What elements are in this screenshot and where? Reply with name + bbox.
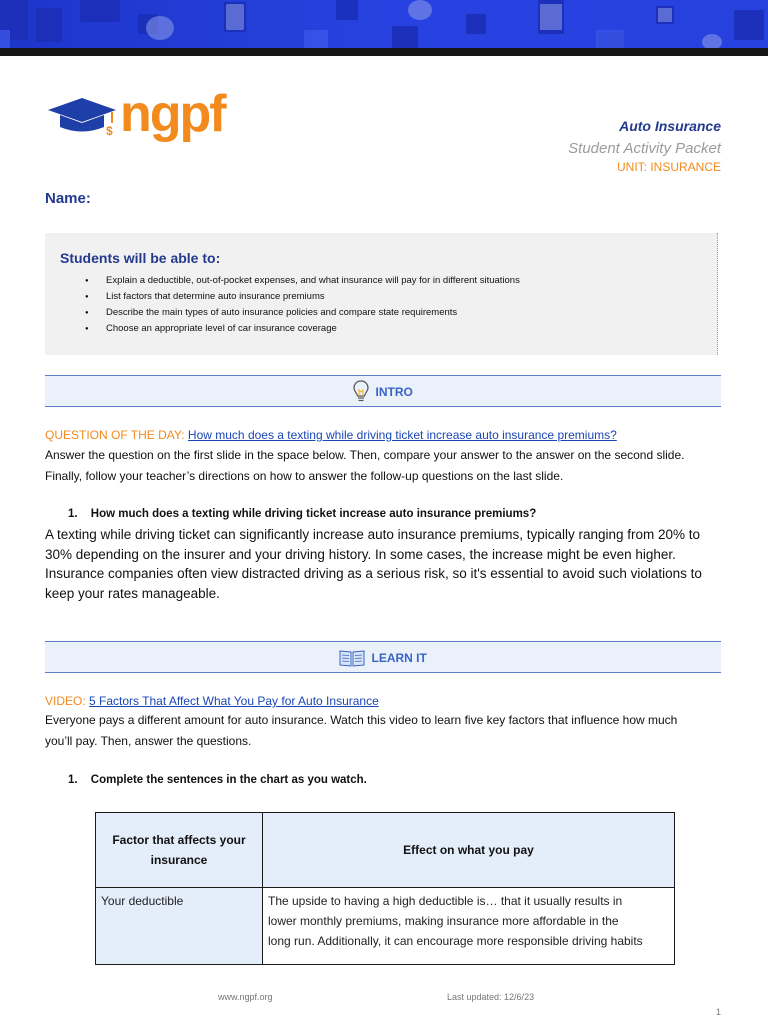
- header-line: Factor that affects your: [112, 833, 246, 847]
- table-cell-effect[interactable]: [263, 888, 675, 965]
- intro-instructions-1: Answer the question on the first slide in the space below. Then, compare your answer to the answer on the second slide.: [45, 448, 685, 462]
- brand-wordmark: ngpf: [120, 85, 225, 143]
- header-banner: [0, 0, 768, 48]
- list-item: ● Explain a deductible, out-of-pocket expenses, and what insurance will pay for in different situations: [85, 273, 520, 289]
- objectives-heading: Students will be able to:: [60, 250, 221, 266]
- objectives-box: [45, 233, 718, 355]
- banner-pattern: [0, 0, 768, 48]
- book-icon: [339, 649, 365, 667]
- qotd-prefix: QUESTION OF THE DAY:: [45, 428, 185, 442]
- list-item: ● Describe the main types of auto insurance policies and compare state requirements: [85, 305, 520, 321]
- section-intro-bar: [45, 375, 721, 407]
- name-field-label: Name:: [45, 190, 91, 207]
- answer-line: A texting while driving ticket can significantly increase auto insurance premiums, typically ranging from 20% to: [45, 527, 701, 542]
- video-link[interactable]: 5 Factors That Affect What You Pay for Auto Insurance: [89, 694, 379, 708]
- learn-desc-1: Everyone pays a different amount for auto insurance. Watch this video to learn five key factors that influence how much: [45, 713, 678, 727]
- table-header-row: [96, 813, 675, 888]
- list-item: ● Choose an appropriate level of car insurance coverage: [85, 321, 520, 337]
- learn-desc-2: you’ll pay. Then, answer the questions.: [45, 734, 252, 748]
- footer-updated: Last updated: 12/6/23: [447, 992, 535, 1002]
- intro-question: [68, 508, 536, 520]
- doc-subtitle: Student Activity Packet: [568, 140, 721, 157]
- footer-site: www.ngpf.org: [218, 992, 273, 1002]
- qotd-link[interactable]: How much does a texting while driving ticket increase auto insurance premiums?: [187, 428, 617, 442]
- doc-title: Auto Insurance: [619, 118, 721, 134]
- table-header-factor: [96, 813, 263, 888]
- video-prefix: VIDEO:: [45, 694, 86, 708]
- factors-table: [95, 812, 675, 965]
- header-line: insurance: [150, 853, 208, 867]
- answer-line: Insurance companies often view distracted driving as a serious risk, so it's essential to avoid such violations to: [45, 566, 702, 581]
- svg-text:$: $: [106, 124, 113, 138]
- section-learn-label: LEARN IT: [371, 650, 427, 665]
- video-line: [45, 691, 725, 712]
- unit-label: UNIT: INSURANCE: [616, 160, 721, 174]
- effect-line: The upside to having a high deductible is… that it usually results in: [268, 894, 623, 908]
- list-item: ● List factors that determine auto insurance premiums: [85, 289, 520, 305]
- question-number: 1.: [68, 508, 78, 520]
- effect-line: long run. Additionally, it can encourage more responsible driving habits: [268, 934, 643, 948]
- intro-instructions-2: Finally, follow your teacher’s directions on how to answer the follow-up questions on the last slide.: [45, 469, 564, 483]
- qotd-line: [45, 425, 725, 446]
- learn-question: [68, 774, 367, 786]
- page-number: 1: [716, 1007, 722, 1017]
- lightbulb-icon: [353, 380, 369, 404]
- question-number: 1.: [68, 774, 78, 786]
- question-text: Complete the sentences in the chart as you watch.: [90, 774, 367, 786]
- section-intro-label: INTRO: [375, 384, 413, 399]
- table-header-effect: Effect on what you pay: [263, 813, 675, 888]
- answer-line: keep your rates manageable.: [45, 585, 220, 601]
- graduation-cap-icon: [48, 98, 116, 138]
- banner-border: [0, 48, 768, 56]
- table-cell-factor: Your deductible: [96, 888, 263, 965]
- section-learn-bar: [45, 641, 721, 673]
- effect-line: lower monthly premiums, making insurance more affordable in the: [268, 914, 619, 928]
- question-text: How much does a texting while driving ticket increase auto insurance premiums?: [90, 508, 537, 520]
- answer-line: 30% depending on the insurer and your driving history. In some cases, the increase might be even higher.: [45, 546, 676, 562]
- table-row: [96, 888, 675, 965]
- objectives-list: [85, 273, 520, 337]
- intro-answer[interactable]: [45, 525, 725, 603]
